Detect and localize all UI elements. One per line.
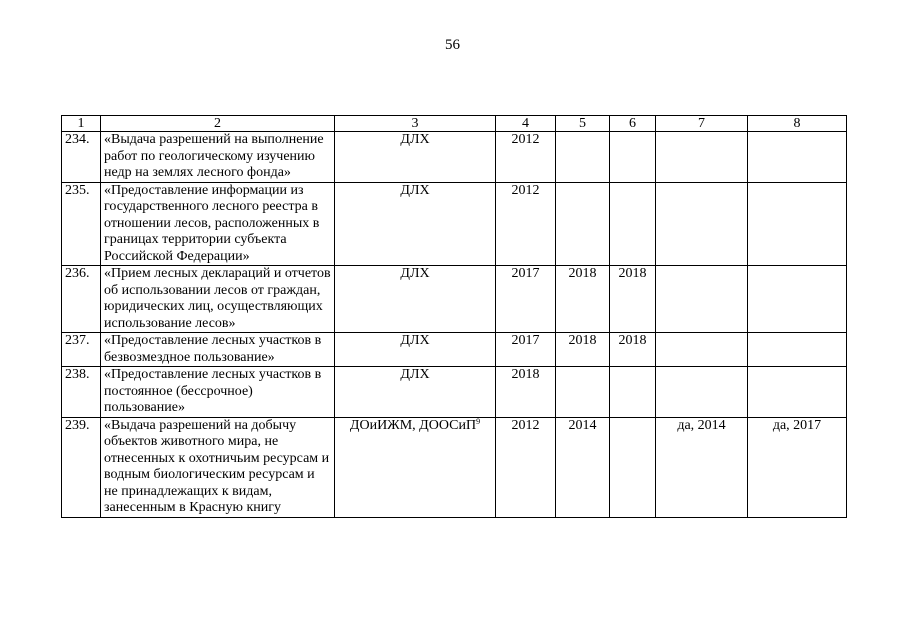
cell-col8	[748, 182, 847, 266]
responsible-org	[335, 132, 496, 183]
column-header: 6	[610, 116, 656, 132]
table-row	[62, 266, 847, 333]
cell-col7	[656, 132, 748, 183]
org-name: ДЛХ	[400, 182, 430, 198]
responsible-org	[335, 367, 496, 418]
column-header: 1	[62, 116, 101, 132]
org-footnote: 9	[476, 416, 481, 426]
cell-col8	[748, 333, 847, 367]
row-number: 237.	[62, 333, 101, 367]
cell-col5	[556, 132, 610, 183]
column-header: 4	[496, 116, 556, 132]
page-number: 56	[445, 37, 460, 53]
responsible-org	[335, 266, 496, 333]
service-name: «Выдача разрешений на выполнение работ по геологическому изучению недр на землях лесного фонда»	[101, 132, 335, 183]
service-name: «Предоставление лесных участков в безвозмездное пользование»	[101, 333, 335, 367]
cell-col4: 2012	[496, 417, 556, 517]
cell-col6: 2018	[610, 266, 656, 333]
service-name: «Прием лесных деклараций и отчетов об использовании лесов от граждан, юридических лиц, осуществляющих использование лесов»	[101, 266, 335, 333]
column-header: 8	[748, 116, 847, 132]
header-row	[62, 116, 847, 132]
cell-col7	[656, 182, 748, 266]
cell-col4: 2012	[496, 182, 556, 266]
row-number: 236.	[62, 266, 101, 333]
cell-col7	[656, 367, 748, 418]
cell-col6: 2018	[610, 333, 656, 367]
column-header: 2	[101, 116, 335, 132]
responsible-org	[335, 182, 496, 266]
cell-col7	[656, 266, 748, 333]
org-name: ДЛХ	[400, 266, 430, 281]
table-row	[62, 367, 847, 418]
org-name: ДЛХ	[400, 132, 430, 147]
cell-col8	[748, 266, 847, 333]
table-row	[62, 417, 847, 517]
cell-col5	[556, 367, 610, 418]
row-number: 235.	[62, 182, 101, 266]
org-name: ДЛХ	[400, 333, 430, 348]
services-table	[61, 115, 847, 518]
responsible-org	[335, 417, 496, 517]
column-header: 5	[556, 116, 610, 132]
cell-col4: 2017	[496, 333, 556, 367]
cell-col8	[748, 367, 847, 418]
responsible-org	[335, 333, 496, 367]
cell-col8: да, 2017	[748, 417, 847, 517]
service-name: «Выдача разрешений на добычу объектов животного мира, не отнесенных к охотничьим ресурсам и водным биологическим ресурсам и не принадлежащих к видам, занесенным в Красную книгу	[101, 417, 335, 517]
cell-col5	[556, 182, 610, 266]
table-row	[62, 333, 847, 367]
cell-col6	[610, 182, 656, 266]
org-name: ДЛХ	[400, 367, 430, 382]
table-row	[62, 182, 847, 266]
row-number: 239.	[62, 417, 101, 517]
column-header: 3	[335, 116, 496, 132]
cell-col6	[610, 417, 656, 517]
row-number: 238.	[62, 367, 101, 418]
cell-col6	[610, 367, 656, 418]
cell-col5: 2014	[556, 417, 610, 517]
org-name: ДОиИЖМ, ДООСиП	[349, 417, 477, 433]
cell-col4: 2018	[496, 367, 556, 418]
cell-col4: 2012	[496, 132, 556, 183]
row-number: 234.	[62, 132, 101, 183]
cell-col6	[610, 132, 656, 183]
cell-col5: 2018	[556, 333, 610, 367]
cell-col5: 2018	[556, 266, 610, 333]
cell-col7	[656, 333, 748, 367]
cell-col8	[748, 132, 847, 183]
cell-col4: 2017	[496, 266, 556, 333]
column-header: 7	[656, 116, 748, 132]
table-row	[62, 132, 847, 183]
cell-col7: да, 2014	[656, 417, 748, 517]
service-name: «Предоставление лесных участков в постоянное (бессрочное) пользование»	[101, 367, 335, 418]
service-name: «Предоставление информации из государственного лесного реестра в отношении лесов, расположенных в границах территории субъекта Российской Федерации»	[101, 182, 335, 266]
